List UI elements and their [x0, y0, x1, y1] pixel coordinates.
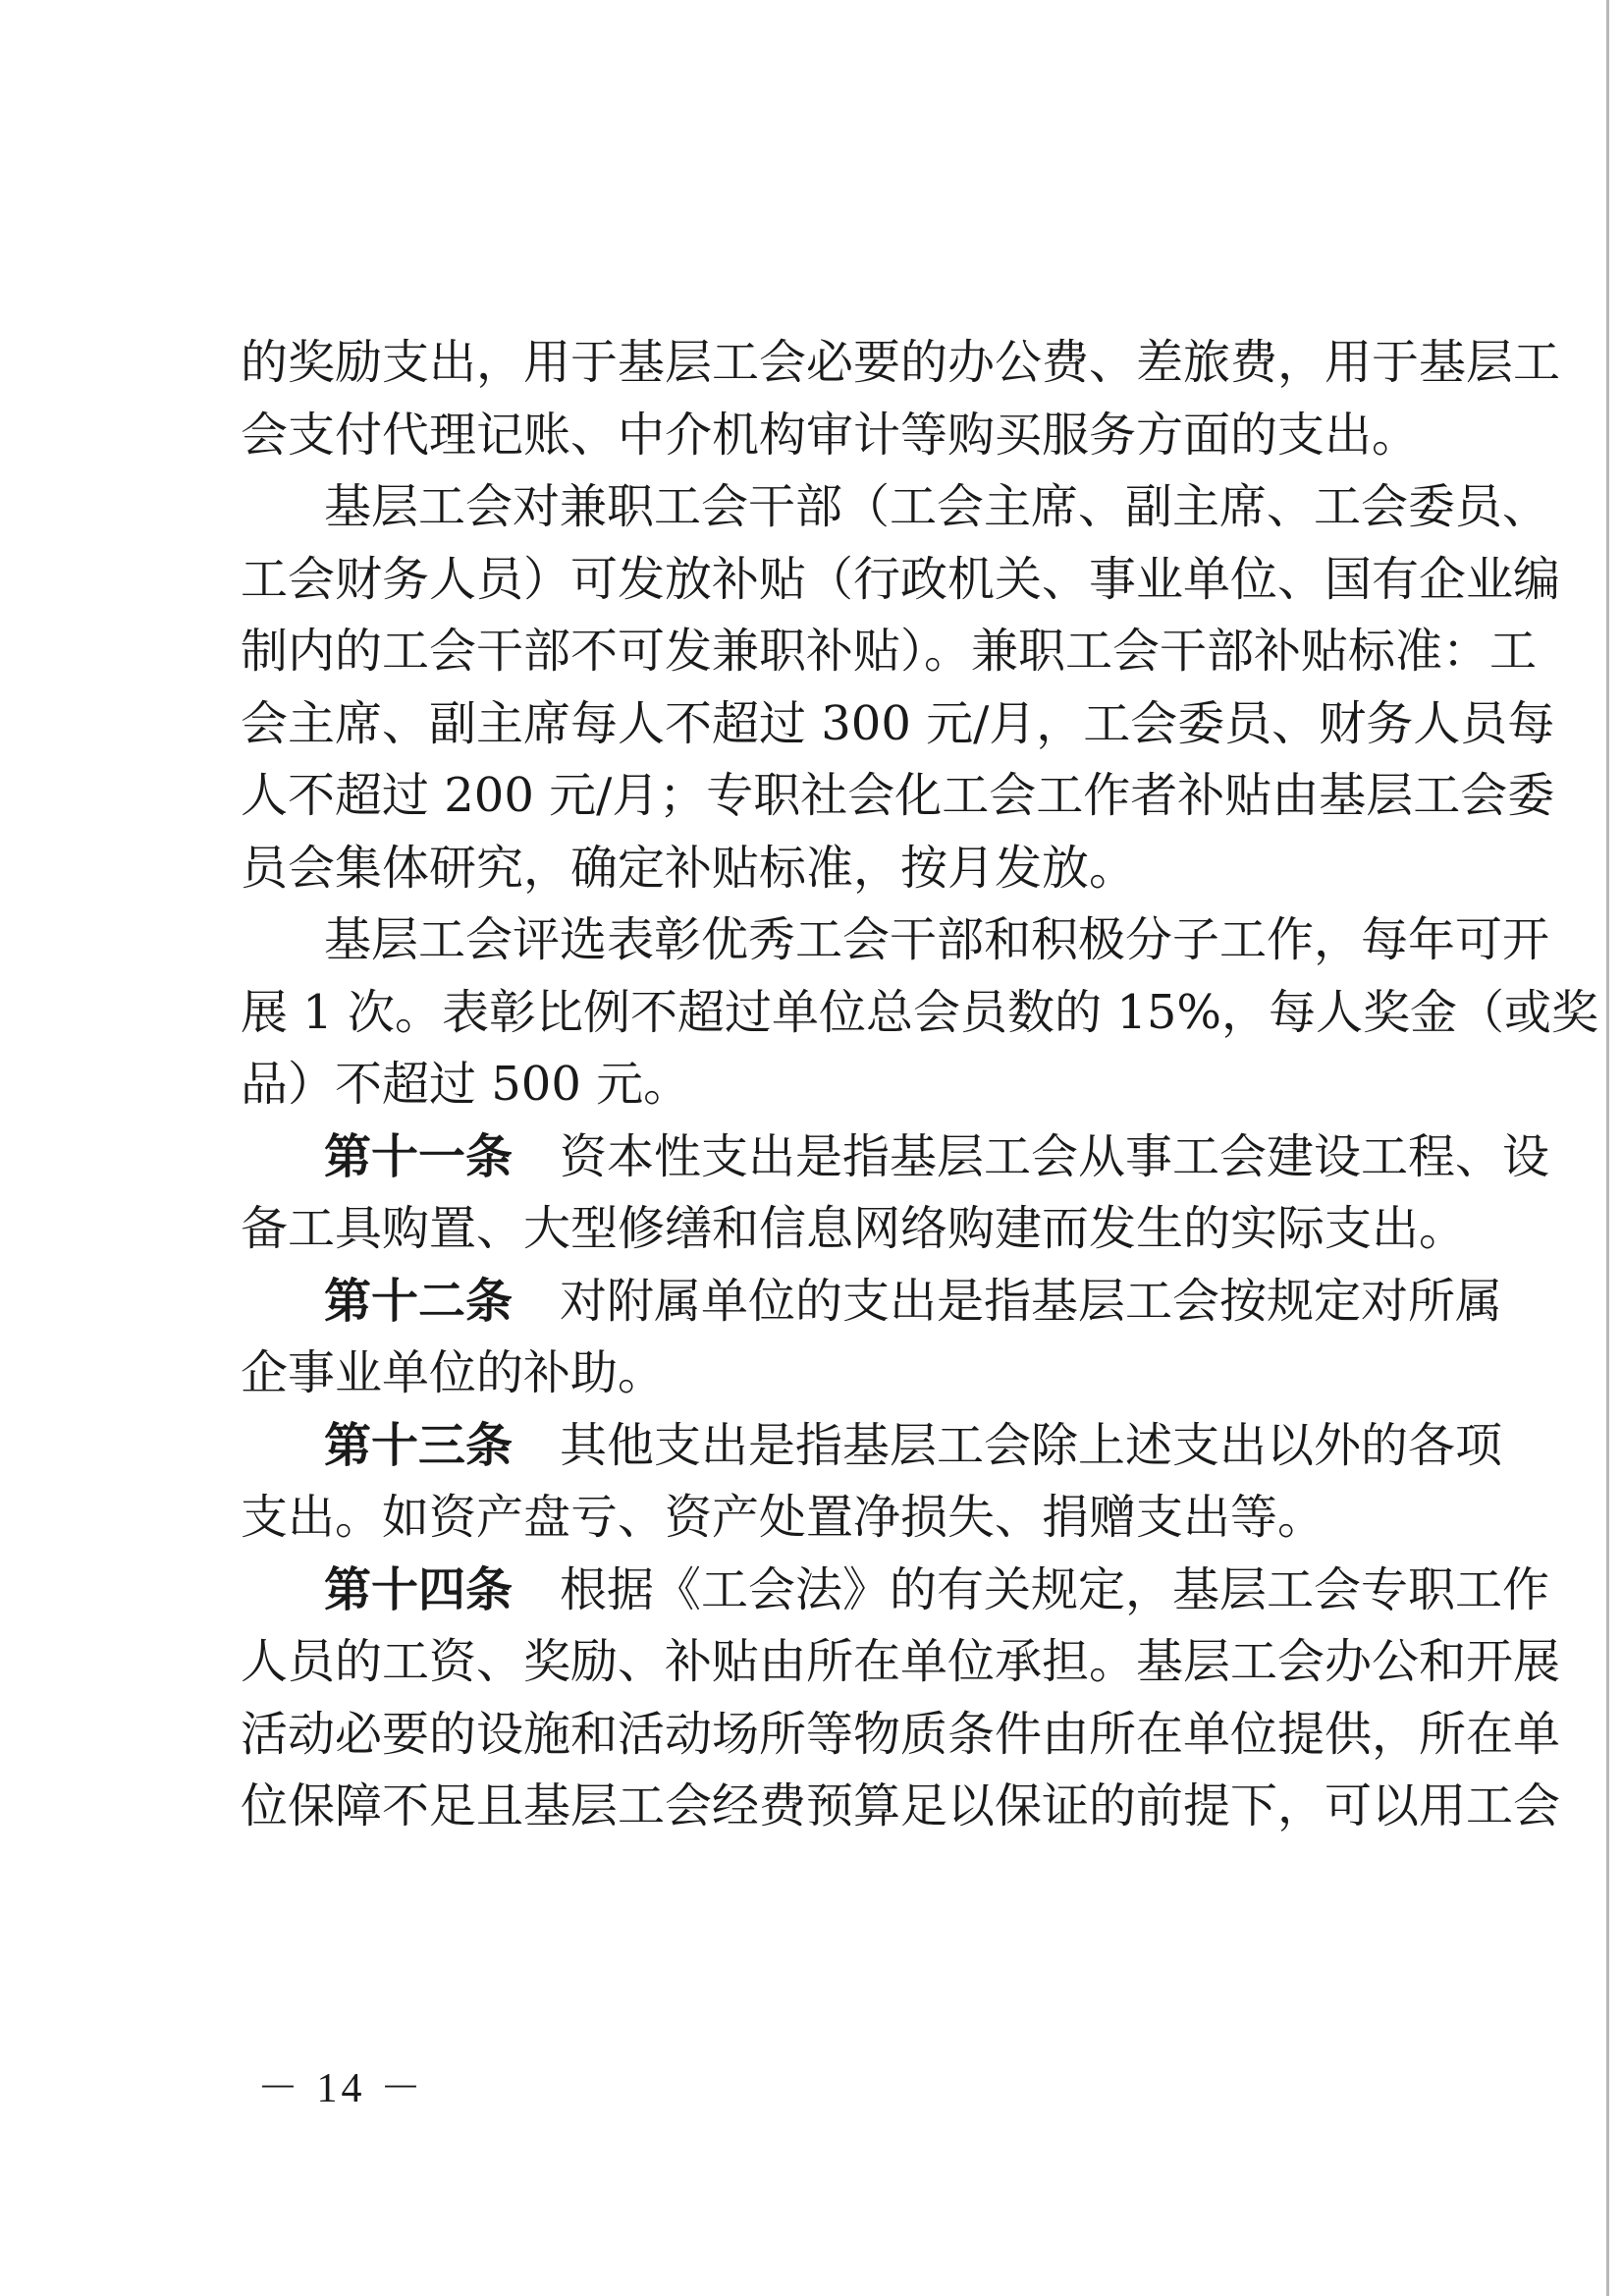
- article-title: 第十三条: [324, 1417, 514, 1473]
- text-line: 制内的工会干部不可发兼职补贴）。兼职工会干部补贴标准：工: [241, 624, 1538, 679]
- article-first-line: [241, 1121, 1550, 1194]
- page-edge-line: [1606, 0, 1609, 2296]
- text-line: 位保障不足且基层工会经费预算足以保证的前提下，可以用工会: [241, 1778, 1561, 1833]
- text-line: 活动必要的设施和活动场所等物质条件由所在单位提供，所在单: [241, 1706, 1561, 1762]
- article-text: 其他支出是指基层工会除上述支出以外的各项: [560, 1417, 1503, 1473]
- page-number: － 14 －: [257, 2066, 426, 2111]
- text-line: 工会财务人员）可发放补贴（行政机关、事业单位、国有企业编: [241, 551, 1561, 607]
- text-line: 品）不超过 500 元。: [241, 1057, 691, 1112]
- text-line: 人员的工资、奖励、补贴由所在单位承担。基层工会办公和开展: [241, 1634, 1561, 1689]
- text-line: 员会集体研究，确定补贴标准，按月发放。: [241, 840, 1137, 896]
- article-text: 根据《工会法》的有关规定，基层工会专职工作: [560, 1561, 1550, 1617]
- text-line: 会支付代理记账、中介机构审计等购买服务方面的支出。: [241, 407, 1420, 463]
- text-line: 的奖励支出，用于基层工会必要的办公费、差旅费，用于基层工: [241, 335, 1561, 390]
- text-line: 基层工会评选表彰优秀工会干部和积极分子工作，每年可开: [324, 912, 1550, 967]
- article-title: 第十四条: [324, 1561, 514, 1617]
- text-line: 备工具购置、大型修缮和信息网络购建而发生的实际支出。: [241, 1201, 1467, 1256]
- article-text: 对附属单位的支出是指基层工会按规定对所属: [560, 1273, 1503, 1329]
- text-line: 会主席、副主席每人不超过 300 元/月，工会委员、财务人员每: [241, 695, 1555, 751]
- article-first-line: [241, 1555, 1550, 1627]
- article-title: 第十二条: [324, 1273, 514, 1329]
- article-first-line: [241, 1410, 1503, 1483]
- text-line: 企事业单位的补助。: [241, 1345, 666, 1400]
- article-title: 第十一条: [324, 1128, 514, 1184]
- document-body: [241, 327, 1599, 1843]
- article-text: 资本性支出是指基层工会从事工会建设工程、设: [560, 1128, 1550, 1184]
- text-line: 人不超过 200 元/月；专职社会化工会工作者补贴由基层工会委: [241, 768, 1555, 823]
- text-line: 基层工会对兼职工会干部（工会主席、副主席、工会委员、: [324, 479, 1550, 534]
- text-line: 支出。如资产盘亏、资产处置净损失、捐赠支出等。: [241, 1490, 1325, 1545]
- text-line: 展 1 次。表彰比例不超过单位总会员数的 15%，每人奖金（或奖: [241, 984, 1599, 1040]
- article-first-line: [241, 1266, 1503, 1339]
